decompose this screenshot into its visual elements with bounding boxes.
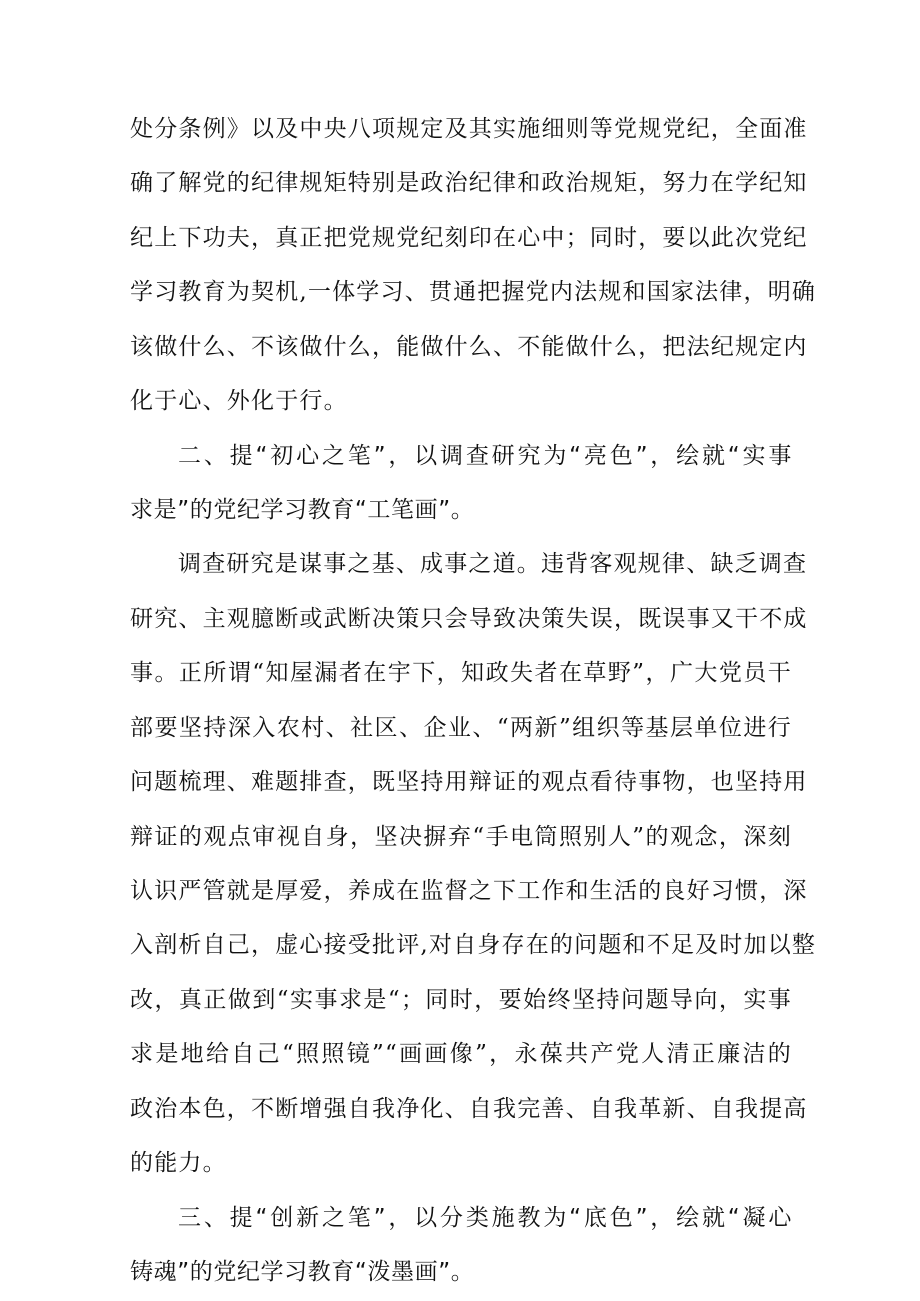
text-line: 的能力。 <box>130 1150 227 1176</box>
text-line: 学习教育为契机,一体学习、贯通把握党内法规和国家法律，明确 <box>130 279 817 305</box>
text-line: 求是地给自己“照照镜”“画画像”，永葆共产党人清正廉洁的 <box>130 1041 792 1067</box>
text-line: 调查研究是谋事之基、成事之道。违背客观规律、缺乏调查 <box>178 551 808 577</box>
heading-line: 三、提“创新之笔”，以分类施教为“底色”，绘就“凝心 <box>178 1205 792 1231</box>
text-line: 问题梳理、难题排查，既坚持用辩证的观点看待事物，也坚持用 <box>130 769 808 795</box>
text-line: 该做什么、不该做什么，能做什么、不能做什么，把法纪规定内 <box>130 334 808 360</box>
text-line: 处分条例》以及中央八项规定及其实施细则等党规党纪，全面准 <box>130 116 808 142</box>
text-line: 入剖析自己，虚心接受批评,对自身存在的问题和不足及时加以整 <box>130 932 817 958</box>
text-line: 化于心、外化于行。 <box>130 388 348 414</box>
heading-line: 铸魂”的党纪学习教育“泼墨画”。 <box>130 1259 475 1285</box>
text-line: 改，真正做到“实事求是“；同时，要始终坚持问题导向，实事 <box>130 987 792 1013</box>
text-line: 纪上下功夫，真正把党规党纪刻印在心中；同时，要以此次党纪 <box>130 225 808 251</box>
text-line: 政治本色，不断增强自我净化、自我完善、自我革新、自我提高 <box>130 1096 808 1122</box>
text-line: 认识严管就是厚爱，养成在监督之下工作和生活的良好习惯，深 <box>130 878 808 904</box>
heading-line: 求是”的党纪学习教育“工笔画”。 <box>130 497 475 523</box>
text-line: 事。正所谓“知屋漏者在宇下，知政失者在草野”，广大党员干 <box>130 660 792 686</box>
heading-line: 二、提“初心之笔”，以调查研究为“亮色”，绘就“实事 <box>178 443 792 469</box>
text-line: 部要坚持深入农村、社区、企业、“两新”组织等基层单位进行 <box>130 715 792 741</box>
text-line: 辩证的观点审视自身，坚决摒弃“手电筒照别人”的观念，深刻 <box>130 824 792 850</box>
text-line: 确了解党的纪律规矩特别是政治纪律和政治规矩，努力在学纪知 <box>130 170 808 196</box>
text-line: 研究、主观臆断或武断决策只会导致决策失误，既误事又干不成 <box>130 606 808 632</box>
